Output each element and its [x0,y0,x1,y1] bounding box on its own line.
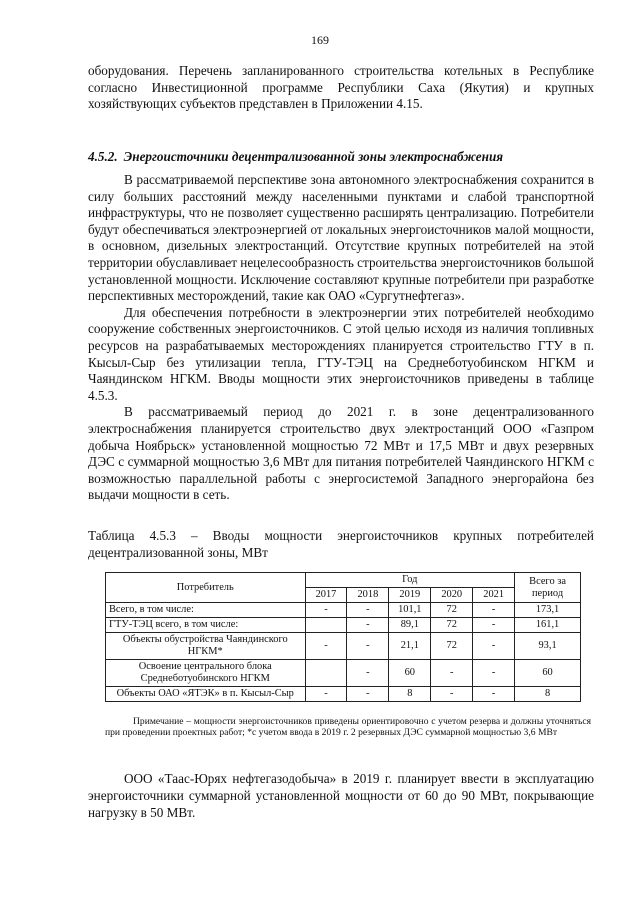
paragraph-3: В рассматриваемый период до 2021 г. в зоне децентрализованного электроснабжения планируется строительство двух электростанций ООО «Газпром добыча Ноябрьск» установленной мощностью 72 МВт и 17,5 МВт и двух резервных ДЭС с суммарной мощностью 3,6 МВт для питания потребителей Чаяндинского НГКМ с возможностью параллельной работы с энергосистемой Западного энергорайона без выдачи мощности в сеть. [88,404,594,503]
value-cell: - [431,687,473,702]
paragraph-1: В рассматриваемой перспективе зона автономного электроснабжения сохранится в силу больших расстояний между населенными пунктами и слабой транспортной инфраструктуры, что не позволяет существенно расширять централизацию. Потребители будут обеспечиваться электроэнергией от локальных энергоисточников малой мощности, в основном, дизельных электростанций. Отсутствие крупных потребителей на этой территории обуславливает нецелесообразность строительства энергоисточников большой установленной мощности. Исключение составляют крупные потребители при разработке перспективных месторождений, такие как ОАО «Сургутнефтегаз». [88,172,594,304]
section-title: Энергоисточники децентрализованной зоны электроснабжения [123,149,504,164]
year-cell: 2017 [305,588,347,603]
table-note-text: Примечание – мощности энергоисточников приведены ориентировочно с учетом резерва и должны уточняться при проведении проектных работ; *с учетом ввода в 2019 г. 2 резервных ДЭС суммарной мощностью 3,6 МВт [105,716,591,739]
value-cell: - [473,660,515,687]
value-cell: - [305,687,347,702]
intro-paragraph: оборудования. Перечень запланированного строительства котельных в Республике согласно Инвестиционной программе Республики Саха (Якутия) и крупных хозяйствующих субъектов представлен в Приложении 4.15. [88,63,594,112]
page-number: 169 [311,33,329,47]
value-cell [305,660,347,687]
consumer-cell: ГТУ-ТЭЦ всего, в том числе: [106,618,306,633]
value-cell: 89,1 [389,618,431,633]
consumer-cell: Всего, в том числе: [106,603,306,618]
value-cell: - [473,633,515,660]
final-paragraph: ООО «Таас-Юрях нефтегазодобыча» в 2019 г. планирует ввести в эксплуатацию энергоисточники суммарной установленной мощности от 60 до 90 МВт, покрывающие нагрузку в 50 МВт. [88,771,594,820]
value-cell: - [473,603,515,618]
value-cell: 60 [389,660,431,687]
year-cell: 2019 [389,588,431,603]
table-row [106,618,581,633]
year-cell: 2020 [431,588,473,603]
value-cell [305,618,347,633]
value-cell: 8 [389,687,431,702]
value-cell: - [473,618,515,633]
table-row [106,687,581,702]
paragraph-2: Для обеспечения потребности в электроэнергии этих потребителей необходимо сооружение собственных энергоисточников. С этой целью исходя из наличия топливных ресурсов на разрабатываемых месторождениях планируется строительство ГТУ в п. Кысыл-Сыр без утилизации тепла, ГТУ-ТЭЦ на Среднеботуобинском НГКМ и Чаяндинском НГКМ. Вводы мощности этих энергоисточников приведены в таблице 4.5.3. [88,304,594,403]
header-year: Год [305,573,515,588]
capacity-table [105,572,581,702]
value-cell: 72 [431,633,473,660]
total-cell: 60 [515,660,581,687]
table-row [106,660,581,687]
value-cell: - [347,618,389,633]
value-cell: - [305,633,347,660]
value-cell: - [473,687,515,702]
value-cell: - [347,603,389,618]
section-heading [88,149,503,165]
body-text [88,172,594,504]
value-cell: - [431,660,473,687]
header-consumer: Потребитель [106,573,306,603]
value-cell: 72 [431,618,473,633]
value-cell: - [347,687,389,702]
total-cell: 173,1 [515,603,581,618]
value-cell: - [347,633,389,660]
table-row [106,603,581,618]
value-cell: 21,1 [389,633,431,660]
table-row [106,633,581,660]
total-cell: 161,1 [515,618,581,633]
intro-paragraph-block [88,63,594,113]
table-caption: Таблица 4.5.3 – Вводы мощности энергоисточников крупных потребителей децентрализованной зоны, МВт [88,528,594,560]
section-number: 4.5.2. [88,149,118,164]
year-cell: 2021 [473,588,515,603]
consumer-cell: Объекты обустройства Чаяндинского НГКМ* [106,633,306,660]
final-text [88,771,594,821]
year-cell: 2018 [347,588,389,603]
consumer-cell: Объекты ОАО «ЯТЭК» в п. Кысыл-Сыр [106,687,306,702]
value-cell: 101,1 [389,603,431,618]
total-cell: 8 [515,687,581,702]
consumer-cell: Освоение центрального блока Среднеботуобинского НГКМ [106,660,306,687]
value-cell: 72 [431,603,473,618]
total-cell: 93,1 [515,633,581,660]
value-cell: - [347,660,389,687]
table-note [105,716,591,739]
table-header-row [106,573,581,588]
value-cell: - [305,603,347,618]
header-total: Всего за период [515,573,581,603]
